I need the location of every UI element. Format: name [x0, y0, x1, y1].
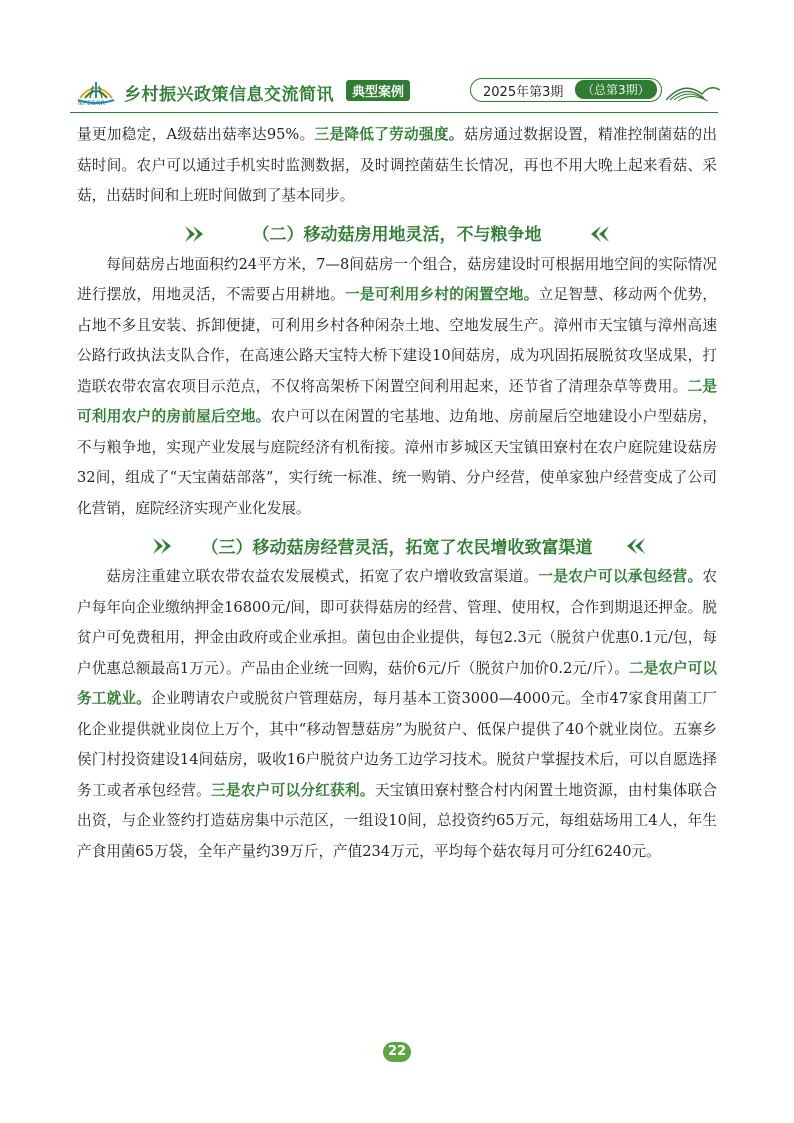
- issue-total: （总第3期）: [575, 80, 657, 99]
- highlight-text: 一是农户可以承包经营。: [538, 568, 703, 585]
- body-text: 菇房注重建立联农带农益农发展模式，拓宽了农户增收致富渠道。: [106, 568, 539, 585]
- section-heading-2: [77, 218, 717, 248]
- highlight-text: 三是降低了劳动强度。: [314, 126, 464, 143]
- highlight-text: 二是可利用农户的房前屋后空地。: [77, 377, 717, 425]
- mountain-lines-icon: [666, 76, 720, 102]
- publication-title: 乡村振兴政策信息交流简讯: [124, 85, 334, 105]
- chevron-left-icon: [625, 536, 649, 556]
- body-text: 量更加稳定，A级菇出菇率达95%。: [77, 126, 315, 143]
- section-title-3: （三）移动菇房经营灵活，拓宽了农民增收致富渠道: [201, 537, 593, 558]
- body-text: 农户可以在闲置的宅基地、边角地、房前屋后空地建设小户型菇房，不与粮争地，实现产业发展与庭院经济有机衔接。漳州市芗城区天宝镇田寮村在农户庭院建设菇房32间，组成了“天宝菌菇部落”，实行统一标准、统一购销、分户经营，使单家独户经营变成了公司化营销，庭院经济实现产业化发展。: [77, 408, 717, 517]
- issue-label: [470, 78, 662, 102]
- article-body: [77, 120, 717, 867]
- header-divider: [70, 112, 718, 113]
- body-text: 天宝镇田寮村整合村内闲置土地资源，由村集体联合出资，与企业签约打造菇房集中示范区，一组设10间，总投资约65万元，每组菇场用工4人，年生产食用菌65万袋，全年产量约39万斤，产值234万元，平均每个菇农每月可分红6240元。: [77, 781, 717, 860]
- body-text: 立足智慧、移动两个优势，占地不多且安装、拆卸便捷，可利用乡村各种闲杂土地、空地发展生产。漳州市天宝镇与漳州高速公路行政执法支队合作，在高速公路天宝特大桥下建设10间菇房，成为巩固拓展脱贫攻坚成果，打造联农带农富农项目示范点，不仅将高架桥下闲置空间利用起来，还节省了清理杂草等费用。: [77, 286, 717, 395]
- chevron-right-icon: [181, 224, 205, 244]
- chevron-right-icon: [149, 536, 173, 556]
- issue-number: 2025年第3期: [483, 85, 564, 100]
- paragraph-income: [77, 562, 717, 867]
- paragraph-land-use: [77, 250, 717, 525]
- highlight-text: 二是农户可以务工就业。: [77, 659, 717, 707]
- paragraph-intro: [77, 120, 717, 212]
- section-title-2: （二）移动菇房用地灵活，不与粮争地: [252, 225, 542, 245]
- logo-text: NPECRR: [78, 100, 106, 107]
- section-tag: 典型案例: [346, 80, 410, 101]
- body-text: 每间菇房占地面积约24平方米，7—8间菇房一个组合，菇房建设时可根据用地空间的实际情况进行摆放，用地灵活，不需要占用耕地。: [77, 255, 717, 303]
- highlight-text: 三是农户可以分红获利。: [211, 781, 375, 799]
- page-header: [60, 70, 720, 110]
- body-text: 企业聘请农户或脱贫户管理菇房，每月基本工资3000—4000元。全市47家食用菌工厂化企业提供就业岗位上万个，其中“移动智慧菇房”为脱贫户、低保户提供了40个就业岗位。五寨乡侯门村投资建设14间菇房，吸收16户脱贫户边务工边学习技术。脱贫户掌握技术后，可以自愿选择务工或者承包经营。: [77, 690, 717, 799]
- chevron-left-icon: [589, 224, 613, 244]
- page-number: 22: [383, 1042, 411, 1062]
- section-heading-3: [77, 530, 717, 560]
- body-text: 农户每年向企业缴纳押金16800元/间，即可获得菇房的经营、管理、使用权，合作到期退还押金。脱贫户可免费租用，押金由政府或企业承担。菌包由企业提供，每包2.3元（脱贫户优惠0.1元/包，每户优惠总额最高1万元）。产品由企业统一回购，菇价6元/斤（脱贫户加价0.2元/斤）。: [77, 568, 717, 677]
- highlight-text: 一是可利用乡村的闲置空地。: [345, 286, 539, 303]
- body-text: 菇房通过数据设置，精准控制菌菇的出菇时间。农户可以通过手机实时监测数据，及时调控菌菇生长情况，再也不用大晚上起来看菇、采菇，出菇时间和上班时间做到了基本同步。: [77, 126, 717, 204]
